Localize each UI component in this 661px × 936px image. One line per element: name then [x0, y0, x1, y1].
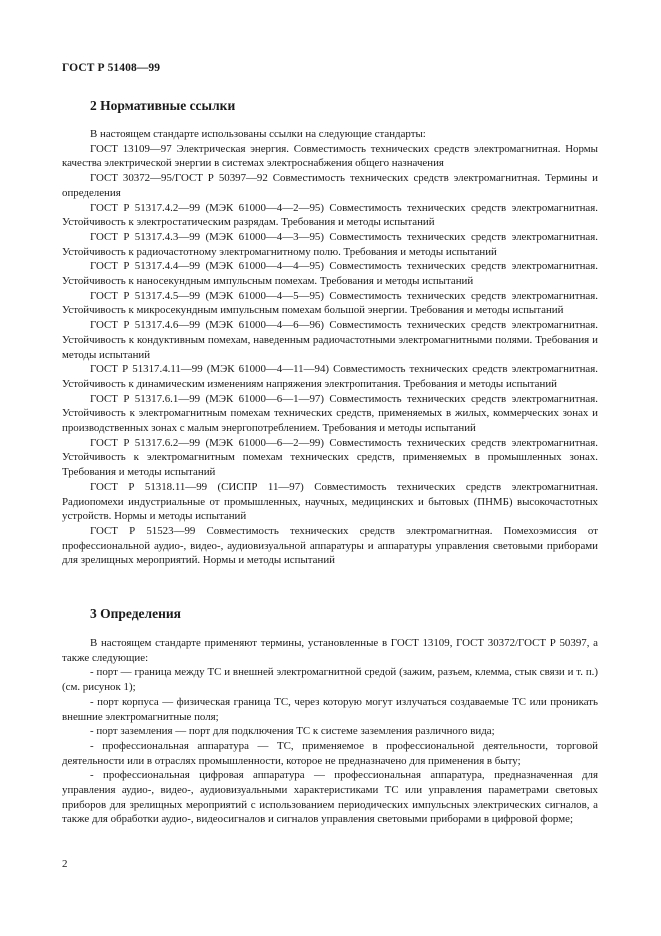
section-2-body: [62, 127, 598, 568]
document-header: ГОСТ Р 51408—99: [62, 62, 161, 74]
paragraph: ГОСТ Р 51523—99 Совместимость технических средств электромагнитная. Помехоэмиссия от профессиональной аудио-, видео-, аудиовизуальной аппаратуры и аппаратуры управления световыми приборами для зрелищных мероприятий. Нормы и методы испытаний: [62, 524, 598, 567]
paragraph: ГОСТ 30372—95/ГОСТ Р 50397—92 Совместимость технических средств электромагнитная. Термины и определения: [62, 172, 598, 199]
paragraph: В настоящем стандарте использованы ссылки на следующие стандарты:: [90, 128, 426, 140]
section-3-body: [62, 636, 598, 827]
paragraph: - порт — граница между ТС и внешней электромагнитной средой (зажим, разъем, клемма, стык связи и т. п.) (см. рисунок 1);: [62, 666, 598, 694]
section-2-title: 2 Нормативные ссылки: [90, 98, 236, 113]
paragraph: В настоящем стандарте применяют термины, установленные в ГОСТ 13109, ГОСТ 30372/ГОСТ Р 50397, а также следующие:: [62, 637, 598, 664]
paragraph: - порт заземления — порт для подключения ТС к системе заземления различного вида;: [90, 725, 495, 738]
paragraph: ГОСТ Р 51317.6.1—99 (МЭК 61000—6—1—97) Совместимость технических средств электромагнитная. Устойчивость к электромагнитным помехам технических средств, применяемых в жилых, коммерческих зонах и производственных зонах с малым энергопотреблением. Требования и методы испытаний: [62, 392, 598, 435]
paragraph: ГОСТ Р 51317.4.5—99 (МЭК 61000—4—5—95) Совместимость технических средств электромагнитная. Устойчивость к микросекундным импульсным помехам большой энергии. Требования и методы испытаний: [62, 289, 598, 317]
page-number: 2: [62, 858, 68, 870]
paragraph: - порт корпуса — физическая граница ТС, через которую могут излучаться создаваемые ТС или проникать внешние электромагнитные поля;: [62, 695, 598, 723]
paragraph: - профессиональная цифровая аппаратура — профессиональная аппаратура, предназначенная для управления аудио-, видео-, аудиовизуальными характеристиками ТС или управления параметрами световых приборов для зрелищных мероприятий с использованием периодических импульсных электрических сигналов, а также для обработки аудио-, видеосигналов и сигналов управления световыми приборами в цифровой форме;: [62, 769, 598, 826]
paragraph: ГОСТ Р 51317.6.2—99 (МЭК 61000—6—2—99) Совместимость технических средств электромагнитная. Устойчивость к электромагнитным помехам технических средств, применяемых в промышленных зонах. Требования и методы испытаний: [62, 436, 598, 479]
paragraph: ГОСТ Р 51317.4.6—99 (МЭК 61000—4—6—96) Совместимость технических средств электромагнитная. Устойчивость к кондуктивным помехам, наведенным радиочастотными электромагнитными полями. Требования и методы испытаний: [62, 319, 598, 361]
paragraph: ГОСТ 13109—97 Электрическая энергия. Совместимость технических средств электромагнитная. Нормы качества электрической энергии в системах электроснабжения общего назначения: [62, 142, 598, 170]
section-3-title: 3 Определения: [90, 606, 181, 621]
paragraph: ГОСТ Р 51317.4.4—99 (МЭК 61000—4—4—95) Совместимость технических средств электромагнитная. Устойчивость к наносекундным импульсным помехам. Требования и методы испытаний: [62, 260, 598, 288]
paragraph: - профессиональная аппаратура — ТС, применяемое в профессиональной деятельности, торговой деятельности или в отраслях промышленности, которое не предназначено для применения в быту;: [62, 739, 598, 767]
paragraph: ГОСТ Р 51318.11—99 (СИСПР 11—97) Совместимость технических средств электромагнитная. Радиопомехи индустриальные от промышленных, научных, медицинских и бытовых (ПНМБ) высокочастотных устройств. Нормы и методы испытаний: [62, 480, 598, 523]
paragraph: ГОСТ Р 51317.4.2—99 (МЭК 61000—4—2—95) Совместимость технических средств электромагнитная. Устойчивость к электростатическим разрядам. Требования и методы испытаний: [62, 201, 598, 229]
paragraph: ГОСТ Р 51317.4.3—99 (МЭК 61000—4—3—95) Совместимость технических средств электромагнитная. Устойчивость к радиочастотному электромагнитному полю. Требования и методы испытаний: [62, 230, 598, 258]
paragraph: ГОСТ Р 51317.4.11—99 (МЭК 61000—4—11—94) Совместимость технических средств электромагнитная. Устойчивость к динамическим изменениям напряжения электропитания. Требования и методы испытаний: [62, 363, 598, 390]
